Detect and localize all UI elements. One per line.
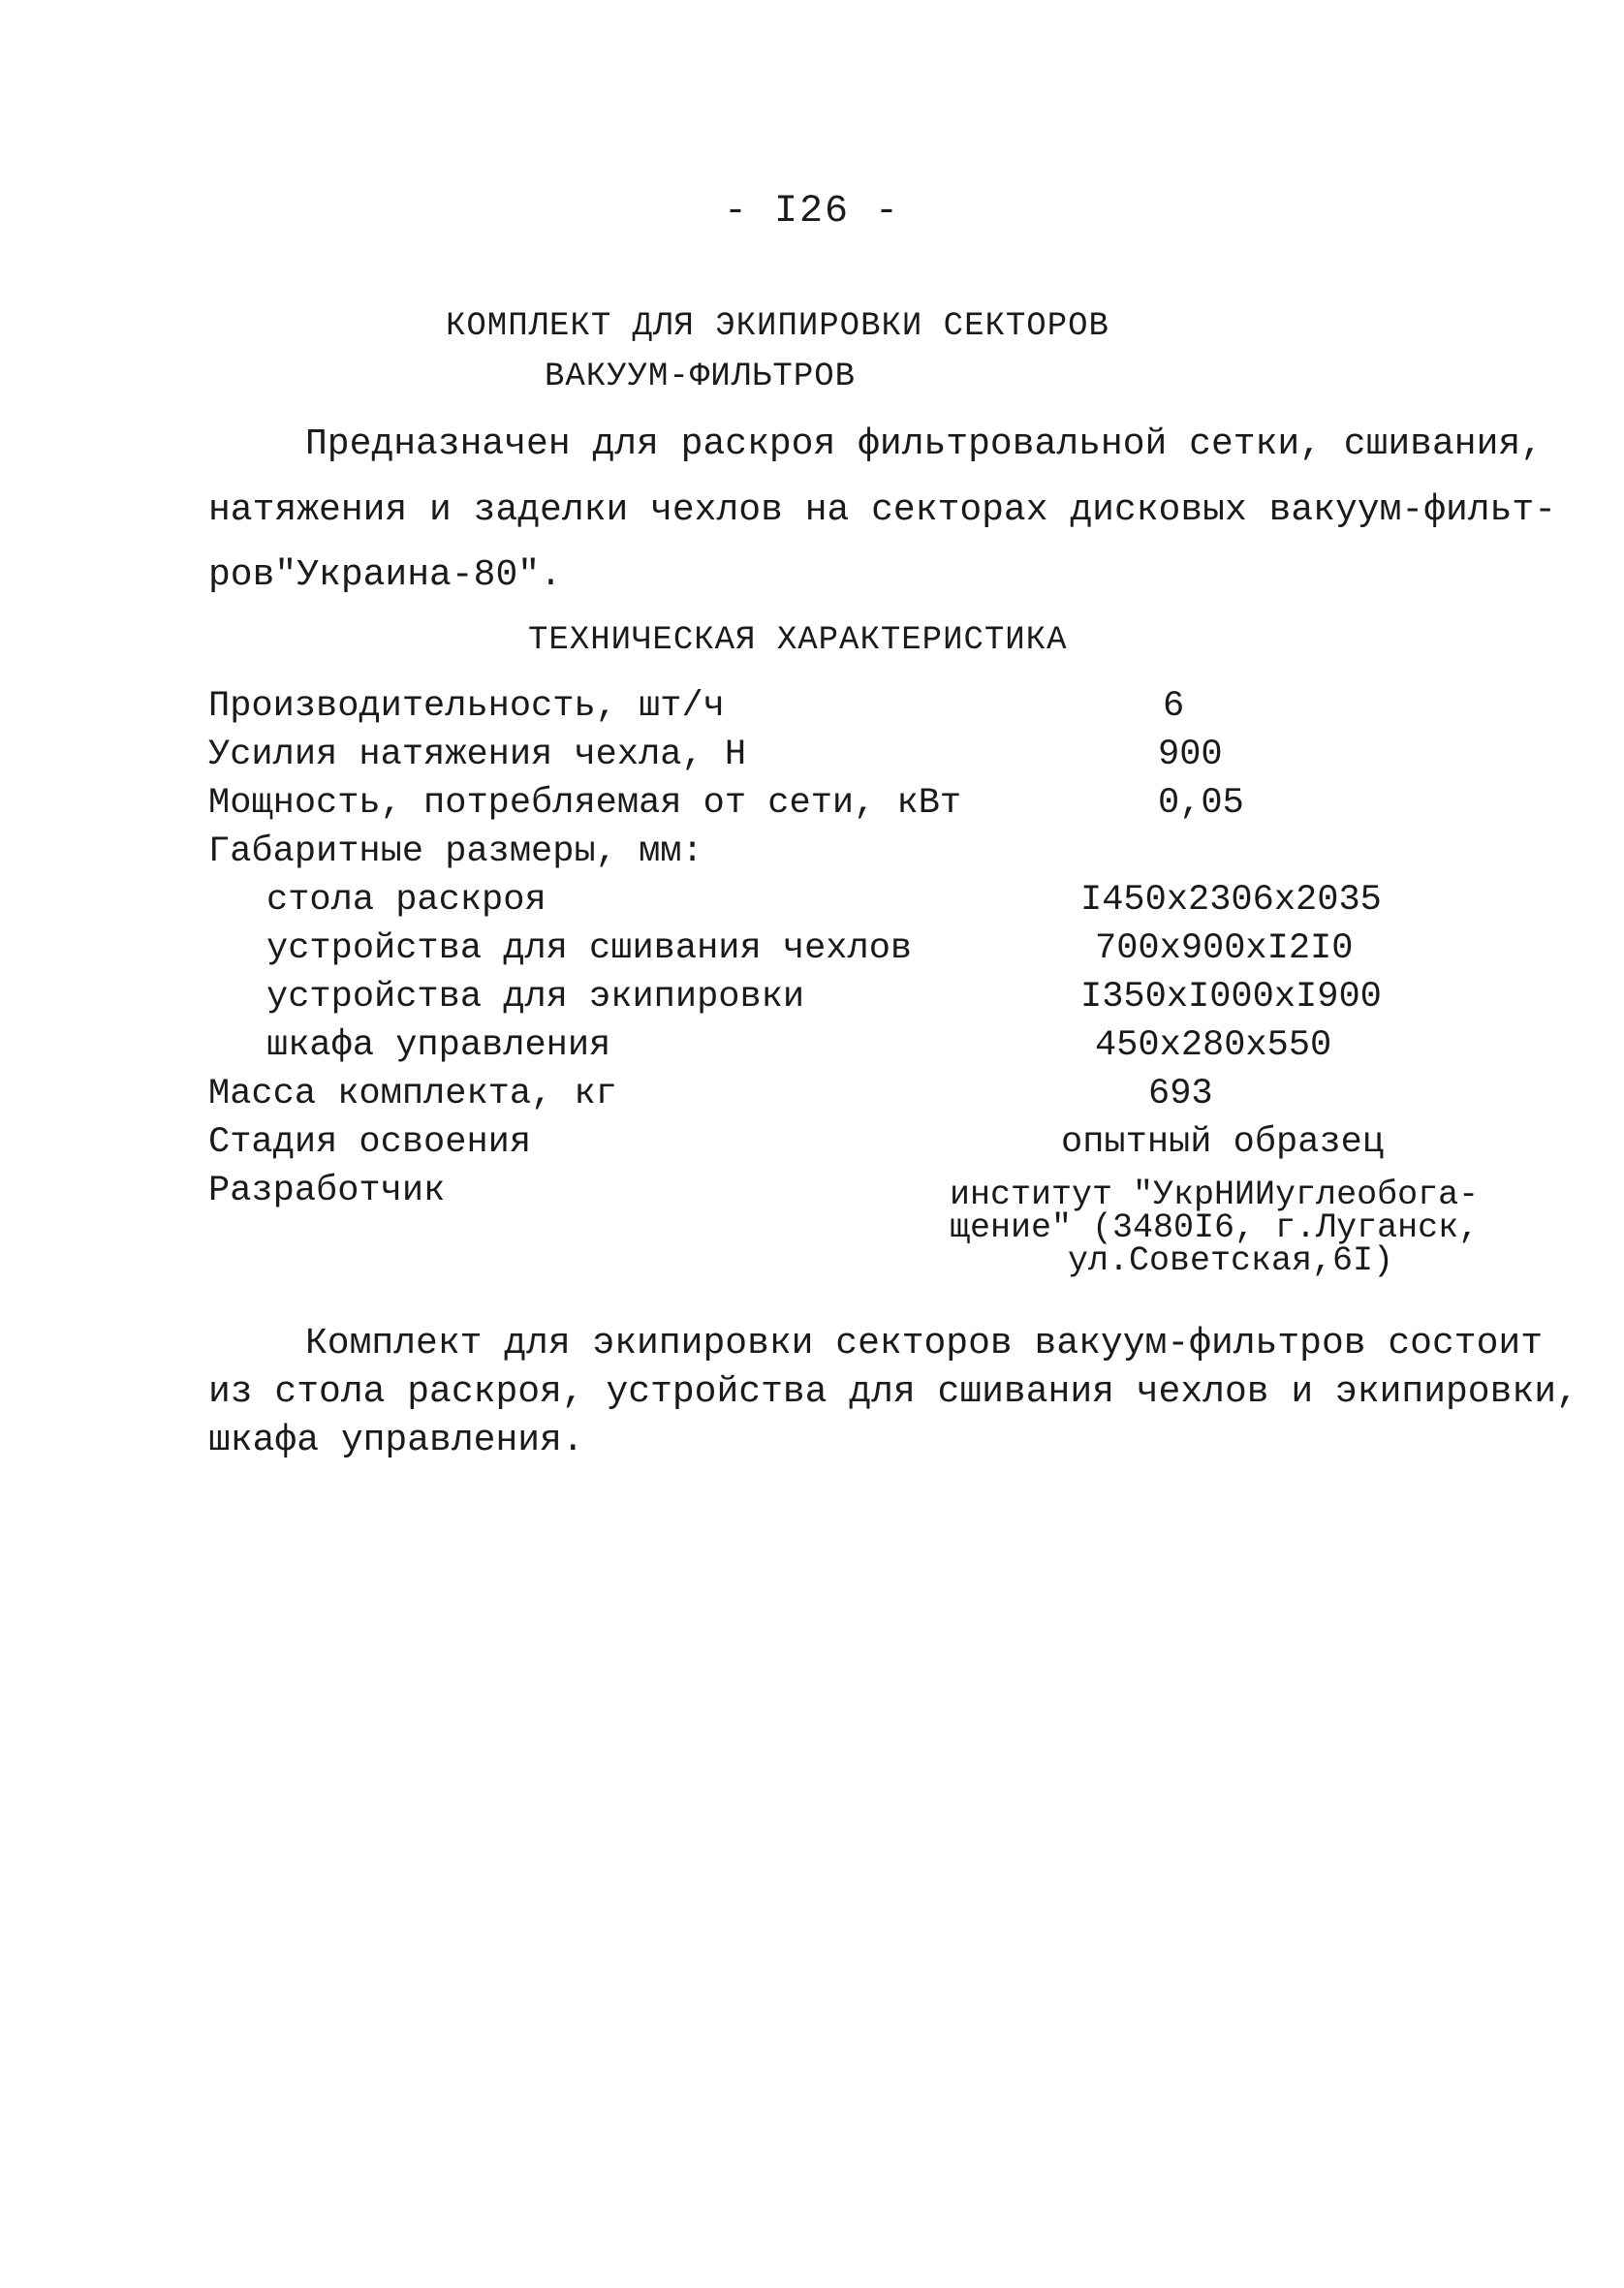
spec-value: 693 bbox=[1148, 1074, 1213, 1114]
spec-row-power bbox=[208, 783, 1565, 831]
spec-row-table-dimensions bbox=[208, 880, 1565, 928]
document-title-line-2: ВАКУУМ-ФИЛЬТРОВ bbox=[545, 359, 857, 395]
spec-label: Габаритные размеры, мм: bbox=[208, 831, 703, 872]
page-number: - I26 - bbox=[723, 190, 901, 234]
spec-label: стола раскроя bbox=[266, 880, 547, 921]
spec-label: Мощность, потребляемая от сети, кВт bbox=[208, 783, 962, 824]
spec-row-cabinet-dimensions bbox=[208, 1025, 1565, 1074]
document-title-line-1: КОМПЛЕКТ ДЛЯ ЭКИПИРОВКИ СЕКТОРОВ bbox=[446, 308, 1109, 345]
spec-row-mass bbox=[208, 1074, 1565, 1122]
intro-line-2: натяжения и заделки чехлов на секторах дисковых вакуум-фильт- bbox=[208, 489, 1557, 531]
spec-label: Производительность, шт/ч bbox=[208, 686, 725, 727]
spec-row-dimensions bbox=[208, 831, 1565, 880]
spec-label: Разработчик bbox=[208, 1171, 446, 1211]
spec-label: Усилия натяжения чехла, Н bbox=[208, 735, 747, 775]
spec-label: устройства для экипировки bbox=[266, 977, 805, 1018]
spec-row-tension bbox=[208, 735, 1565, 783]
spec-label: Масса комплекта, кг bbox=[208, 1074, 617, 1114]
spec-value: 700x900xI2I0 bbox=[1095, 928, 1354, 969]
spec-heading: ТЕХНИЧЕСКАЯ ХАРАКТЕРИСТИКА bbox=[528, 622, 1068, 659]
spec-value: I350xI000xI900 bbox=[1080, 977, 1382, 1018]
spec-value: опытный образец bbox=[1061, 1122, 1385, 1163]
developer-line-2: щение" (3480I6, г.Луганск, bbox=[950, 1208, 1480, 1247]
conclusion-line-2: из стола раскроя, устройства для сшивания чехлов и экипировки, bbox=[208, 1371, 1578, 1413]
developer-line-1: институт "УкрНИИуглеобога- bbox=[950, 1175, 1480, 1214]
conclusion-line-1: Комплект для экипировки секторов вакуум-фильтров состоит bbox=[305, 1323, 1544, 1364]
spec-value: 0,05 bbox=[1158, 783, 1244, 824]
spec-row-sewing-dimensions bbox=[208, 928, 1565, 977]
intro-line-1: Предназначен для раскроя фильтровальной сетки, сшивания, bbox=[305, 423, 1544, 465]
spec-value: 6 bbox=[1163, 686, 1185, 727]
spec-label: Стадия освоения bbox=[208, 1122, 532, 1163]
conclusion-line-3: шкафа управления. bbox=[208, 1420, 584, 1461]
spec-label: шкафа управления bbox=[266, 1025, 611, 1066]
developer-address bbox=[950, 1175, 1480, 1280]
spec-value: I450x2306x2035 bbox=[1080, 880, 1382, 921]
spec-row-stage bbox=[208, 1122, 1565, 1171]
spec-row-equipping-dimensions bbox=[208, 977, 1565, 1025]
developer-line-3: ул.Советская,6I) bbox=[1068, 1241, 1394, 1280]
spec-row-productivity bbox=[208, 686, 1565, 735]
spec-label: устройства для сшивания чехлов bbox=[266, 928, 913, 969]
spec-value: 900 bbox=[1158, 735, 1223, 775]
spec-value: 450x280x550 bbox=[1095, 1025, 1332, 1066]
intro-line-3: ров"Украина-80". bbox=[208, 554, 562, 596]
